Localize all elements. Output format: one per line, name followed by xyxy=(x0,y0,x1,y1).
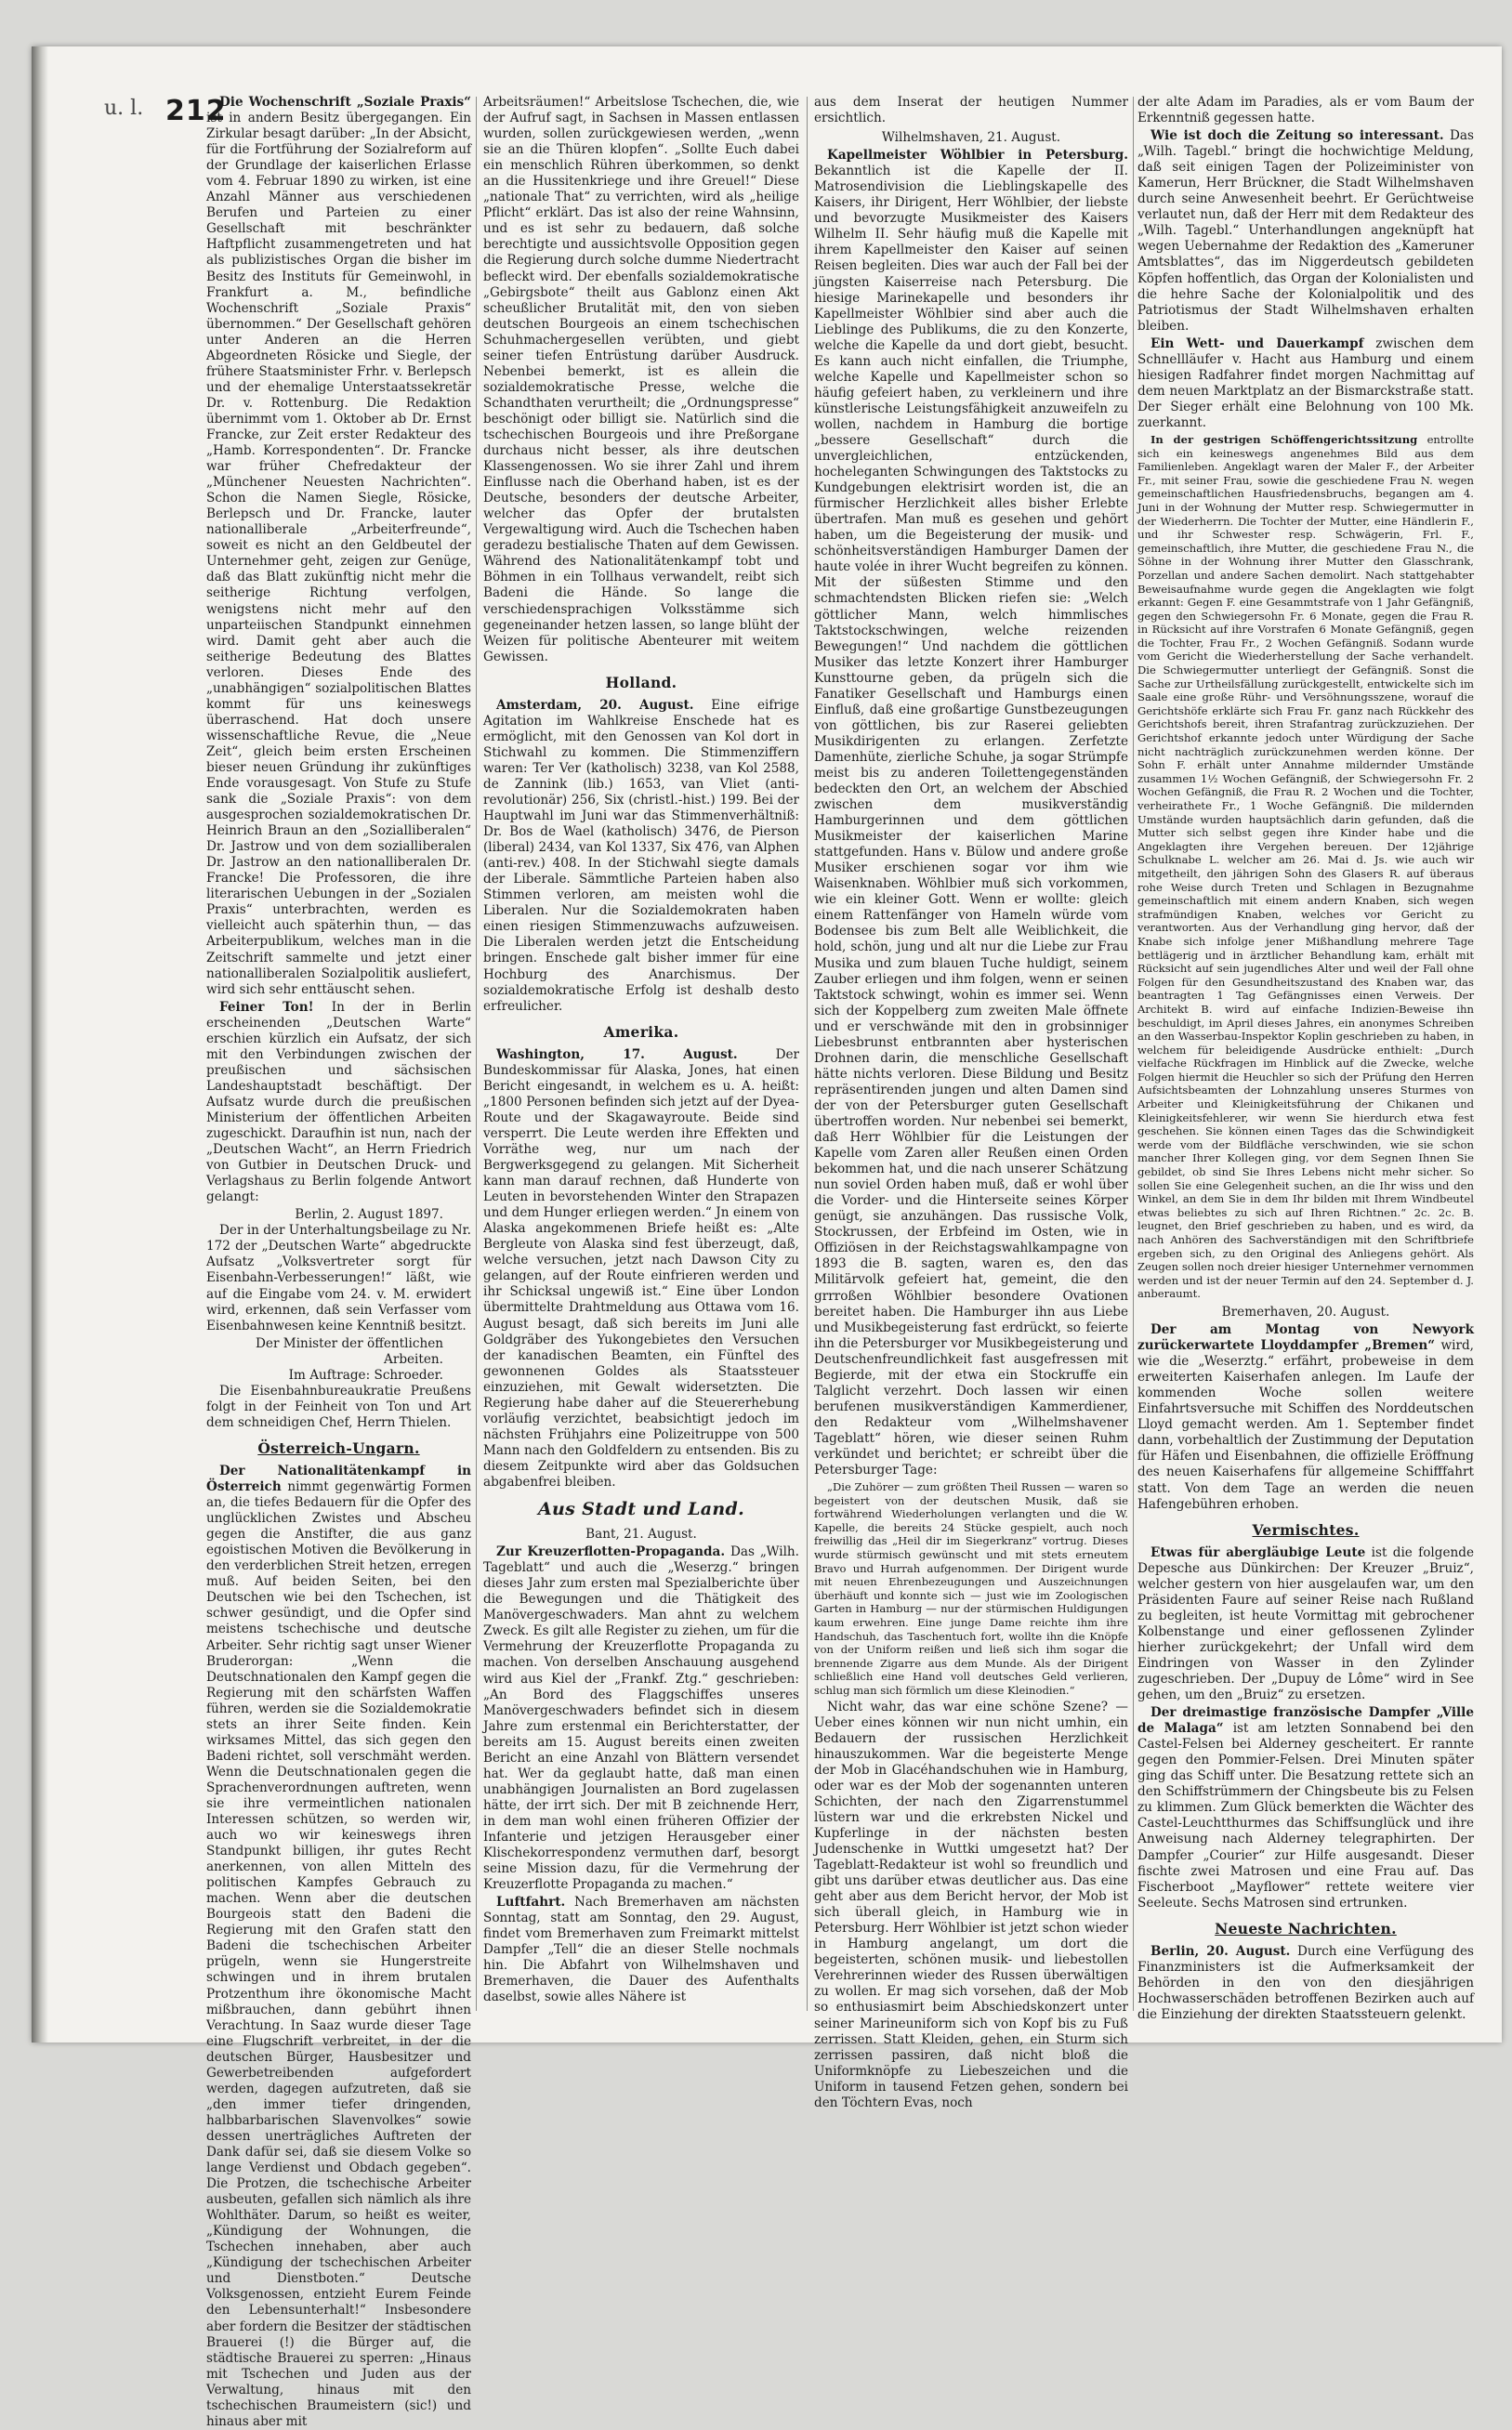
column-rule xyxy=(1133,97,1134,2011)
column-rule xyxy=(807,97,808,2011)
column-3 xyxy=(814,95,1128,2110)
article-continuation: der alte Adam im Paradies, als er vom Baum der Erkenntniß gegessen hatte. xyxy=(1137,95,1474,126)
article-continuation: Arbeitsräumen!“ Arbeitslose Tschechen, die, wie der Aufruf sagt, in Sachsen in Massen entlassen wurden, sollen zurückgewiesen werden, „wenn sie an die Thüren klopfen“. „Sollte Euch dabei ein menschlich Rühren überkommen, so denkt an die Hussitenkriege und ihre Greuel!“ Diese „nationale That“ zu verrichten, wird als „heilige Pflicht“ erklärt. Das ist also der reine Wahnsinn, und es ist sehr zu bedauern, daß solche berechtigte und aussichtsvolle Opposition gegen die Regierung durch solche dumme Niedertracht befleckt wird. Der ebenfalls sozialdemokratische „Gebirgsbote“ theilt aus Gablonz einen Akt scheußlicher Brutalität mit, den von sieben deutschen Bourgeois an einem tschechischen Schuhmachergesellen verübten, und giebt seiner tiefen Entrüstung darüber Ausdruck. Nebenbei bemerkt, ist es allein die sozialdemokratische Presse, welche die Schandthaten verurtheilt; die „Ordnungspresse“ beschönigt oder billigt sie. Natürlich sind die tschechischen Bourgeois und ihre Preßorgane durchaus nicht besser, als ihre deutschen Klassengenossen. Wo sie ihrer Zahl und ihrem Einflusse nach die Oberhand haben, ist es der Deutsche, besonders der deutsche Arbeiter, welcher das Opfer der brutalsten Vergewaltigung wird. Auch die Tschechen haben geradezu bestialische Thaten auf dem Gewissen. Während des Nationalitätenkampf tobt und Böhmen in ein Tollhaus verwandelt, reibt sich Badeni die Hände. So lange die verschiedensprachigen Volksstämme sich gegeneinander hetzen lassen, so lange blüht der Weizen für politische Abenteurer mit weitem Gewissen. xyxy=(483,95,799,664)
column-2 xyxy=(483,95,799,2028)
letter-signature: Im Auftrage: Schroeder. xyxy=(288,1367,443,1383)
quoted-report: „Die Zuhörer — zum größten Theil Russen — waren so begeistert von der deutschen Musik, daß sie fortwährend Wiederholungen verlangten und die W. Kapelle, die bereits 24 Stücke gespielt, auch noch freiwillig das „Heil dir im Siegerkranz“ vortrug. Dieses wurde stürmisch gewünscht und mit stets erneutem Bravo und Hurrah aufgenommen. Der Dirigent wurde mit neuen Ehrenbezeugungen und Auszeichnungen überhäuft und konnte sich — just wie im Zoologischen Garten in Hamburg — nur der stürmischen Huldigungen kaum erwehren. Eine junge Dame reichte ihm ihre Handschuh, das Taschentuch fort, wollte ihn die Knöpfe von der Uniform reißen und ließ sich ihm sogar die brennende Zigarre aus dem Munde. Als der Dirigent schließlich eine Hand voll deutsches Geld verlieren, schlug man sich förmlich um diese Kleinodien.“ xyxy=(814,1480,1128,1697)
letter-body: Der in der Unterhaltungsbeilage zu Nr. 172 der „Deutschen Warte“ abgedruckte Aufsatz „Volksvertreter sorgt für Eisenbahn-Verbesserungen!“ läßt, wie auf die Eingabe vom 24. v. M. erwidert wird, erkennen, daß sein Verfasser vom Eisenbahnwesen keine Kenntniß besitzt. xyxy=(206,1223,471,1333)
article-race: Ein Wett- und Dauerkampf zwischen dem Schnellläufer v. Hacht aus Hamburg und einem hiesigen Radfahrer findet morgen Nachmittag auf dem neuen Marktplatz an der Bismarckstraße statt. Der Sieger erhält eine Belohnung von 100 Mk. zuerkannt. xyxy=(1137,335,1475,430)
article-amsterdam: Amsterdam, 20. August. Eine eifrige Agitation im Wahlkreise Enschede hat es ermöglicht, mit den Genossen van Kol dort in Stichwahl zu kommen. Die Stimmenziffern waren: Ter Ver (katholisch) 3238, van Kol 2588, de Zannink (lib.) 1653, van Vliet (anti-revolutionär) 256, Six (christl.-hist.) 199. Bei der Hauptwahl im Juni war das Stimmenverhältniß: Dr. Bos de Wael (katholisch) 3476, de Pierson (liberal) 2434, van Kol 1337, Six 476, van Alphen (anti-rev.) 408. In der Stichwahl siegte damals der Liberale. Sämmtliche Parteien haben also Stimmen verloren, am meisten wohl die Liberalen. Nur die Sozialdemokraten haben einen riesigen Stimmenzuwachs aufzuweisen. Die Liberalen werden jetzt die Entscheidung bringen. Enschede galt bisher immer für eine Hochburg des Anarchismus. Der sozialdemokratische Erfolg ist deshalb desto erfreulicher. xyxy=(483,697,799,1014)
article-social-practice: Die Wochenschrift „Soziale Praxis“ ist in andern Besitz übergegangen. Ein Zirkular besagt darüber: „In der Absicht, für die Fortführung der Sozialreform auf der Grundlage der kaiserlichen Erlasse vom 4. Februar 1890 zu wirken, ist eine Anzahl Männer aus verschiedenen Berufen und Parteien zu einer Gesellschaft mit beschränkter Haftpflicht zusammengetreten und hat als publizistisches Organ die bisher im Besitz des Instituts für Gemeinwohl, in Frankfurt a. M., befindliche Wochenschrift „Soziale Praxis“ übernommen.“ Der Gesellschaft gehören unter Anderen an die Herren Abgeordneten Rösicke und Siegle, der frühere Staatsminister Frhr. v. Berlepsch und der ehemalige Unterstaatssekretär Dr. v. Rottenburg. Die Redaktion übernimmt vom 1. Oktober ab Dr. Ernst Francke, zur Zeit erster Redakteur des „Hamb. Korrespondenten“. Dr. Francke war früher Chefredakteur der „Münchener Neuesten Nachrichten“. Schon die Namen Siegle, Rösicke, Berlepsch und Dr. Francke, lauter nationalliberale „Arbeiterfreunde“, soweit es nicht an den Geldbeutel der Unternehmer geht, zeigen zur Genüge, daß das Blatt zukünftig nicht mehr die seitherige Richtung verfolgen, wenigstens nicht mehr auf den unparteiischen Standpunkt einnehmen wird. Damit geht aber auch die seitherige Bedeutung des Blattes verloren. Dieses Ende des „unabhängigen“ sozialpolitischen Blattes kommt für uns keineswegs überraschend. Hat doch unsere wissenschaftliche Revue, die „Neue Zeit“, gleich beim ersten Erscheinen bieser neuen Gründung ihr zukünftiges Ende vorausgesagt. Von Stufe zu Stufe sank die „Soziale Praxis“: von dem ausgesprochen sozialdemokratischen Dr. Heinrich Braun an den „Sozialliberalen“ Dr. Jastrow und von dem sozialliberalen Dr. Jastrow an den nationalliberalen Dr. Francke! Die Professoren, die ihre literarischen Uebungen in der „Sozialen Praxis“ unterbrachten, werden es vielleicht auch späterhin thun, — das Arbeiterpublikum, welches man in die Zeitschrift sammelte und jetzt einer nationalliberalen Sozialpolitik ausliefert, wird sich sehr enttäuscht sehen. xyxy=(206,95,471,997)
letter-signature: Der Minister der öffentlichen Arbeiten. xyxy=(256,1335,443,1367)
section-heading-misc: Vermischtes. xyxy=(1252,1520,1360,1539)
article-paragraph: Nicht wahr, das war eine schöne Szene? — Ueber eines können wir nun nicht umhin, ein Bedauern der russischen Herzlichkeit hinauszukommen. War die begeisterte Menge der Mob in Glacéhandschuhen wie in Hamburg, oder war es der Mob der sogenannten unteren Schichten, der nach den Zigarrenstummel lüstern war und die erkrebsten Nickel und Kupferlinge in der nächsten besten Judenschenke in Wuttki umgesetzt hat? Der Tageblatt-Redakteur ist wohl so freundlich und gibt uns darüber etwas deutlicher aus. Das eine geht aber aus dem Bericht hervor, der Mob ist sich überall gleich, in Hamburg wie in Petersburg. Herr Wöhlbier ist jetzt schon wieder in Hamburg angelangt, um dort die begeisterten, schönen musik- und liebestollen Verehrerinnen wieder des Russen überwältigen zu wollen. Er mag sich vorsehen, daß der Mob so enthusiasmirt beim Abschiedskonzert unter seiner Marineuniform sich von Kopf bis zu Fuß zerrissen. Statt Kleiden, gehen, ein Sturm sich zerrissen passiren, daß nicht bloß die Uniformknöpfe zu Liebeszeichen und die Uniform in tausend Fetzen gehen, sondern bei den Töchtern Evas, noch xyxy=(814,1699,1128,2110)
page-binding-edge xyxy=(32,46,48,2043)
column-1 xyxy=(206,95,471,2429)
dateline: Wilhelmshaven, 21. August. xyxy=(881,130,1061,146)
page-number: 212 xyxy=(165,95,227,127)
section-heading-america: Amerika. xyxy=(603,1022,679,1041)
article-newspaper-interest: Wie ist doch die Zeitung so interessant. Das „Wilh. Tagebl.“ bringt die hochwichtige Meldung, daß seit einigen Tagen der Polizeiminister von Kamerun, Herr Brückner, die Stadt Wilhelmshaven durch seine Anwesenheit beehrt. Er Gerüchtweise verlautet nun, daß der Herr mit dem Redakteur des „Wilh. Tagebl.“ Unterhandlungen angeknüpft hat wegen Uebernahme der Redaktion des „Kameruner Amtsblattes“, das im Niggerdeutsch gebildeten Köpfen hoffentlich, das Organ der Kolonialisten und die hehre Sache der Kolonialpolitik und des Patriotismus der Stadt Wilhelmshaven erhalten bleiben. xyxy=(1137,128,1475,334)
article-excursion: Luftfahrt. Nach Bremerhaven am nächsten Sonntag, statt am Sonntag, den 29. August, findet vom Bremerhaven zum Freimarkt mittelst Dampfer „Tell“ die an dieser Stelle nochmals hin. Die Abfahrt von Wilhelmshaven und Bremerhaven, die Dauer des Aufenthalts daselbst, sowie alles Nähere ist xyxy=(483,1895,799,2005)
section-heading-local: Aus Stadt und Land. xyxy=(538,1499,744,1520)
column-4 xyxy=(1137,95,1474,2028)
handwritten-note: u. l. xyxy=(104,97,144,120)
article-paragraph: Die Eisenbahnbureaukratie Preußens folgt in der Feinheit von Ton und Art dem schneidigen Chef, Herrn Thielen. xyxy=(206,1383,471,1430)
article-shipwreck: Der dreimastige französische Dampfer „Ville de Malaga“ ist am letzten Sonnabend bei den Castel-Felsen bei Alderney gescheitert. Er rannte gegen den Pommier-Felsen. Drei Minuten später ging das Schiff unter. Die Besatzung rettete sich an den Schiffstrümmern der Chingsbeute bis zu Felsen zu klimmen. Zum Glück bemerkten die Wächter des Castel-Leuchtthurmes das Schiffsunglück und ihre Anweisung nach Alderney telegraphirten. Der Dampfer „Courier“ zur Hilfe ausgesandt. Dieser fischte zwei Matrosen und eine Frau auf. Das Fischerboot „Mayflower“ rettete weitere vier Seeleute. Sechs Matrosen sind ertrunken. xyxy=(1137,1705,1475,1911)
article-lloyd-steamer: Der am Montag von Newyork zurückerwartete Lloyddampfer „Bremen“ wird, wie die „Weserztg.“ erfährt, probeweise in dem erweiterten Kaiserhafen anlegen. Im Laufe der kommenden Woche sollen weitere Einfahrtsversuche mit Schiffen des Norddeutschen Lloyd gemacht werden. Am 1. September findet dann, vorbehaltlich der Zustimmung der Deputation für Häfen und Eisenbahnen, die offizielle Eröffnung des neuen Kaiserhafens für allgemeine Schifffahrt statt. Von dem Tage an werden die neuen Hafengebühren erhoben. xyxy=(1137,1322,1474,1512)
section-heading-holland: Holland. xyxy=(605,673,677,691)
article-berlin: Berlin, 20. August. Durch eine Verfügung des Finanzministers ist die Aufmerksamkeit der Behörden in den von den diesjährigen Hochwasserschäden betroffenen Bezirken auch auf die Einziehung der direkten Staatssteuern gelenkt. xyxy=(1137,1943,1474,2022)
dateline: Bremerhaven, 20. August. xyxy=(1221,1304,1390,1320)
article-washington: Washington, 17. August. Der Bundeskommissar für Alaska, Jones, hat einen Bericht eingesandt, in welchem es u. A. heißt: „1800 Personen befinden sich jetzt auf der Dyea-Route und der Skagawayroute. Beide sind versperrt. Die Leute werden ihre Effekten und Vorräthe weg, nur um nach der Bergwerksgegend zu gelangen. Mit Sicherheit kann man darauf rechnen, daß Hunderte von Leuten in bevorstehenden Winter den Strapazen und dem Hunger erliegen werden.“ Jn einem von Alaska angekommenen Briefe heißt es: „Alte Bergleute von Alaska sind fest überzeugt, daß, welche versuchen, jetzt nach Dawson City zu gelangen, auf der Route einfrieren werden und ihr Schicksal ungewiß ist.“ Eine über London übermittelte Drahtmeldung aus Ottawa vom 16. August besagt, daß sich bereits im Juni alle Goldgräber des Yukongebietes den Versuchen der kanadischen Beamten, ein Fünftel des gewonnenen Goldes als Staatssteuer einzuziehen, mit Gewalt widersetzten. Die Regierung habe daher auf die Steuererhebung vorläufig verzichtet, beabsichtigt jedoch im nächsten Frühjahrs eine Polizeitruppe von 500 Mann nach den Goldfeldern zu entsenden. Bis zu diesem Zeitpunkte wird aber das Goldsuchen abgabenfrei bleiben. xyxy=(483,1046,800,1490)
article-feiner-ton: Feiner Ton! In der in Berlin erscheinenden „Deutschen Warte“ erschien kürzlich ein Aufsatz, der sich mit den Verbindungen zwischen der preußischen und sächsischen Landeshauptstadt beschäftigt. Der Aufsatz wurde durch die preußischen Ministerium der öffentlichen Arbeiten zugeschickt. Daraufhin ist nun, nach der „Deutschen Wacht“, an Herrn Friedrich von Gutbier in Deutschen Druck- und Verlagshaus zu Berlin folgende Antwort gelangt: xyxy=(206,999,471,1205)
article-continuation: aus dem Inserat der heutigen Nummer ersichtlich. xyxy=(814,95,1128,126)
dateline: Bant, 21. August. xyxy=(585,1527,697,1543)
article-cruiser-propaganda: Zur Kreuzerflotten-Propaganda. Das „Wilh. Tageblatt“ und auch die „Weserzg.“ bringen dieses Jahr zum ersten mal Spezialberichte über die Bewegungen und die Thätigkeit des Manövergeschwaders. Man ahnt zu welchem Zweck. Es gilt alle Register zu ziehen, um für die Vermehrung der Kreuzerflotte Propaganda zu machen. Von derselben Anschauung ausgehend wird aus Kiel der „Frankf. Ztg.“ geschrieben: „An Bord des Flaggschiffes unseres Manövergeschwaders befindet sich in diesem Jahre zum erstenmal ein Berichterstatter, der bereits am 15. August bereits einen zweiten Bericht an eine Anzahl von Blättern versendet hat. Wer da geglaubt hatte, daß man einen unabhängigen Journalisten an Bord zugelassen hätte, der irrt sich. Der mit B zeichnende Herr, in dem man wohl einen früheren Offizier der Infanterie und jetzigen Herausgeber einer Klischekorrespondenz vermuthen darf, besorgt seine Mission dazu, für die Vermehrung der Kreuzerflotte Propaganda zu machen.“ xyxy=(483,1544,799,1893)
letter-date: Berlin, 2. August 1897. xyxy=(295,1207,443,1223)
section-heading-latest-news: Neueste Nachrichten. xyxy=(1215,1919,1397,1937)
column-rule xyxy=(476,97,477,2011)
article-superstition: Etwas für abergläubige Leute ist die folgende Depesche aus Dünkirchen: Der Kreuzer „Bruiz“, welcher gestern von hier ausgelaufen war, um den Präsidenten Faure auf seiner Reise nach Rußland zu begleiten, ist heute Vormittag mit gebrochener Kolbenstange und einer geflossenen Zylinder hierher zurückgekehrt; der Unfall wird dem Eindringen von Wasser in den Zylinder zugeschrieben. Der „Dupuy de Lôme“ wird in See gehen, um den „Bruiz“ zu ersetzen. xyxy=(1137,1544,1474,1703)
article-woehlbier: Kapellmeister Wöhlbier in Petersburg. Bekanntlich ist die Kapelle der II. Matrosendivision die Lieblingskapelle des Kaisers, ihr Dirigent, Herr Wöhlbier, der liebste und bevorzugte Musikmeister des Kaisers Wilhelm II. Sehr häufig muß die Kapelle mit ihrem Kapellmeister den Kaiser auf seinen Reisen begleiten. Dies war auch der Fall bei der jüngsten Kaiserreise nach Petersburg. Die hiesige Marinekapelle und besonders ihr Kapellmeister Wöhlbier sind aber auch die Lieblinge des Publikums, die zu den Konzerte, welche die Kapelle da und dort giebt, besucht. Es kann auch nicht einfallen, die Triumphe, welche Kapelle und Kapellmeister schon so häufig gefeiert haben, zu verkleinern und ihre künstlerische Leistungsfähigkeit anzuweifeln zu wollen, nachdem in Hamburg die bortige „bessere Gesellschaft“ durch die unvergleichlichen, entzückenden, hocheleganten Schwingungen des Taktstocks zu Kundgebungen elektrisirt worden ist, die an fürmischer Herzlichkeit alles bisher Erlebte übertrafen. Man muß es gesehen und gehört haben, um die Begeisterung der musik- und schönheitsverständigen Hamburger Damen der haute volée in ihrer Wucht begreifen zu können. Mit der süßesten Stimme und den schmachtendsten Blicken riefen sie: „Welch göttlicher Mann, welch himmlisches Taktstockschwingen, welche reizenden Bewegungen!“ Und nachdem die göttlichen Musiker das letzte Konzert ihrer Hamburger Kunsttourne geben, da prügeln sich die Fanatiker Gesellschaft und Hamburgs einen Einfluß, daß eine großartige Gunstbezeugungen von göttlichen, bis zur Raserei geliebten Musikdirigenten zu erlangen. Zerfetzte Damenhüte, zierliche Schuhe, ja sogar Strümpfe meist bis zu anderen Toilettengegenständen bedeckten den Ort, an welchem der Abschied zwischen dem musikverständig Hamburgerinnen und dem göttlichen Musikmeister der kaiserlichen Marine stattgefunden. Hans v. Bülow und andere große Musiker erschienen sogar vor ihm wie Waisenknaben. Wöhlbier muß sich vorkommen, wie ein kleiner Gott. Wenn er wollte: gleich einem Rattenfänger von Hameln würde vom Bodensee bis zum Belt alle Weiblichkeit, die hold, schön, jung und alt nur die Liebe zur Frau Musika und zum blauen Tuche huldigt, seinem Zauber erliegen und ihm folgen, wenn er seinen Taktstock schwingt, wohin es immer sei. Wenn sich der Koppelberg zum zweiten Male öffnete und er verschwände mit den in grobsinniger Liebesbrunst entbrannten aber hysterischen Drohnen darin, die menschliche Gesellschaft hätte nichts verloren. Diese Bildung und Besitz repräsentirenden jungen und alten Damen sind der von der Petersburger guten Gesellschaft übertroffen worden. Nur nebenbei sei bemerkt, daß Herr Wöhlbier für die Leistungen der Kapelle vom Zaren aller Reußen einen Orden bekommen hat, und die nach unserer Schätzung nun soviel Orden haben muß, daß er wohl über die Vorder- und die Hinterseite seines Körper genügt, sie anzuhängen. Das russische Volk, Stockrussen, der Erbfeind im Osten, wie in Offiziösen in der Reichstagswahlkampagne von 1893 die B. sagten, waren es, den das Militärvolk gefeiert hat, gemeint, die den grrroßen Wöhlbier besondere Ovationen bereitet haben. Die Hamburger ihn aus Liebe und Musikbegeisterung fast erdrückt, so feierte ihn die Petersburger vor Musikbegeisterung und Deutschenfreundlichkeit fast ausgefressen mit Begierde, mit der etwa ein Stockruffe ein Talglicht verzehrt. Doch lassen wir einen berufenen musikverständigen Kammerdiener, den Redakteur vom „Wilhelmshavener Tageblatt“ hören, wie dieser seinen Ruhm verkündet und berichtet; er schreibt über die Petersburger Tage: xyxy=(814,148,1128,1478)
article-court-session: In der gestrigen Schöffengerichtssitzung entrollte sich ein keineswegs angenehmes Bild aus dem Familienleben. Angeklagt waren der Maler F., der Arbeiter Fr., mit seiner Frau, sowie die geschiedene Frau N. wegen gemeinschaftlichen Hausfriedensbruchs, begangen am 4. Juni in der Wohnung der Mutter resp. Schwiegermutter in der Wiederherrn. Die Tochter der Mutter, eine Händlerin F., und ihr Schwester resp. Schwägerin, Frl. F., gemeinschaftlich, ihre Mutter, die geschiedene Frau N., die Söhne in der Wohnung ihrer Mutter den Glasschrank, Porzellan und andere Sachen demolirt. Nach stattgehabter Beweisaufnahme wurde gegen die Angeklagten wie folgt erkannt: Gegen F. eine Gesammtstrafe von 1 Jahr Gefängniß, gegen den Schwiegersohn Fr. 6 Monate, gegen die Frau R. in Rücksicht auf ihre Vorstrafen 6 Monate Gefängniß, gegen die Tochter, Frau Fr., 2 Wochen Gefängniß. Sodann wurde vom Gericht die Wiederherstellung der Sache verhandelt. Die Schwiegermutter unterliegt der Gefängniß. Sonst die Sache zur Urtheilsfällung zurückgestellt, entwickelte sich im Saale eine große Rühr- und Versöhnungsszene, worauf die Gerichtshöfe erklärte sich Frau Fr. ganz nach Rückkehr des Gerichtshofs bereit, ihren Strafantrag zurückzuziehen. Der Gerichtshof erkannte jedoch unter Würdigung der Sache nicht nachträglich zurückzunehmen werden könne. Der Sohn F. erhält unter Annahme mildernder Umstände zusammen 1½ Wochen Gefängniß, der Schwiegersohn Fr. 2 Wochen Gefängniß, die Frau R. 2 Wochen und die Tochter, verheirathete Fr., 1 Woche Gefängniß. Die mildernden Umstände wurden hauptsächlich darin gefunden, daß die Mutter sich selbst gegen ihre Kinder habe und die Angeklagten ihre Vergehen bereuen. Der 12jährige Schulknabe L. welcher am 26. Mai d. Js. wie auch wir mitgetheilt, den jährigen Sohn des Glasers R. auf überaus rohe Weise durch Treten und Schlagen in Bezugnahme gemeinschaftlich mit einem andern Knaben, sich wegen strafmündigen Knaben, welches vor Gericht zu verantworten. Aus der Verhandlung ging hervor, daß der Knabe sich infolge jener Mißhandlung mehrere Tage bettlägerig und in ärztlicher Behandlung kam, erhält mit Rücksicht auf sein jugendliches Alter und weil der Fall ohne Folgen für den Gesundheitszustand des Knaben war, das beantragten 1 Tag Gefängnisses einen Verweis. Der Architekt B. wird auf einfache Indizien-Beweise ihn beschuldigt, im April dieses Jahres, ein anonymes Schreiben an den Wasserbau-Inspektor Koplin geschrieben zu haben, in welchem für beleidigende Ausdrücke enthielt: „Durch vielfache Rückfragen im Hinblick auf die Zwecke, welche Folgen hiermit die Heuchler so sich der Prüfung den Herren Aufsichtsbeamten der Lohnzahlung unseres Sturmes von Arbeiter und Kleinigkeitsführung der Chikanen und Kleinigkeitsfehlerer, wir wenn Sie hierdurch etwa fest geschehen. Sie können einen Tages das die Schwindigkeit werde vom der Bildfläche verschwinden, wie sie schon mancher Ihrer Kollegen ging, vor dem Segnen Ihnen Sie gebildet, ob sind Sie Ihres Lebens nicht mehr sicher. So sollen Sie eine Gelegenheit suchen, an die Ihr wiss und den Winkel, an dem Sie in dem Ihr bilden mit Ihrem Windbeutel etwas beliebtes zu sich auf Ihren Richtnen.“ 2c. 2c. B. leugnet, den Brief geschrieben zu haben, und es wird, da nach Anhören des Sachverständigen mit den Schriftbriefe ergeben sich, zu den Original des Anliegens gehört. Als Zeugen sollen noch dreier hiesiger Unternehmer vernommen werden und ist der neuer Termin auf den 24. September d. J. anberaumt. xyxy=(1137,432,1475,1301)
article-nationality-conflict: Der Nationalitätenkampf in Österreich nimmt gegenwärtig Formen an, die tiefes Bedauern für die Opfer des unglücklichen Zwistes und Abscheu gegen die Anstifter, die aus ganz egoistischen Motiven die Bevölkerung in den verderblichen Streit hetzen, erregen muß. Auf beiden Seiten, bei den Deutschen wie bei den Tschechen, ist schwer gesündigt, und die Opfer sind meistens tschechische und deutsche Arbeiter. Sehr richtig sagt unser Wiener Bruderorgan: „Wenn die Deutschnationalen den Kampf gegen die Regierung mit den schärfsten Waffen führen, werden sie die Sozialdemokratie stets an ihrer Seite finden. Kein wirksames Mittel, das sich gegen den Badeni richtet, soll verschmäht werden. Wenn die Deutschnationalen gegen die Sprachenverordnungen auftreten, wenn sie ihre vermeintlichen nationalen Interessen schützen, so werden wir, auch wo wir keineswegs ihren Standpunkt billigen, ihr gutes Recht anerkennen, von allen Mitteln des politischen Kampfes Gebrauch zu machen. Wenn aber die deutschen Bourgeois statt den Badeni die Regierung mit den Grafen statt den Badeni die tschechischen Arbeiter prügeln, wenn sie Hungerstreite schwingen und in ihrem brutalen Protzenthum ihre ökonomische Macht mißbrauchen, dann gebührt ihnen Verachtung. In Saaz wurde dieser Tage eine Flugschrift verbreitet, in der die deutschen Bürger, Hausbesitzer und Gewerbetreibenden aufgefordert werden, dagegen aufzutreten, daß sie „den immer tiefer dringenden, halbbarbarischen Slavenvolkes“ sowie dessen unerträgliches Auftreten der Dank dafür sei, daß sie diesem Volke so lange Verdienst und Obdach gegeben“. Die Protzen, die tschechische Arbeiter ausbeuten, gefallen sich nämlich als ihre Wohlthäter. Darum, so heißt es weiter, „Kündigung der Wohnungen, die Tschechen innehaben, aber auch „Kündigung der tschechischen Arbeiter und Dienstboten.“ Deutsche Volksgenossen, entzieht Eurem Feinde den Lebensunterhalt!“ Insbesondere aber fordern die Besitzer der städtischen Brauerei (!) die Bürger auf, die städtische Brauerei zu sperren: „Hinaus mit Tschechen und Juden aus der Verwaltung, hinaus mit den tschechischen Braumeistern (sic!) und hinaus aber mit xyxy=(206,1463,471,2429)
section-heading-austria: Österreich-Ungarn. xyxy=(257,1438,420,1457)
